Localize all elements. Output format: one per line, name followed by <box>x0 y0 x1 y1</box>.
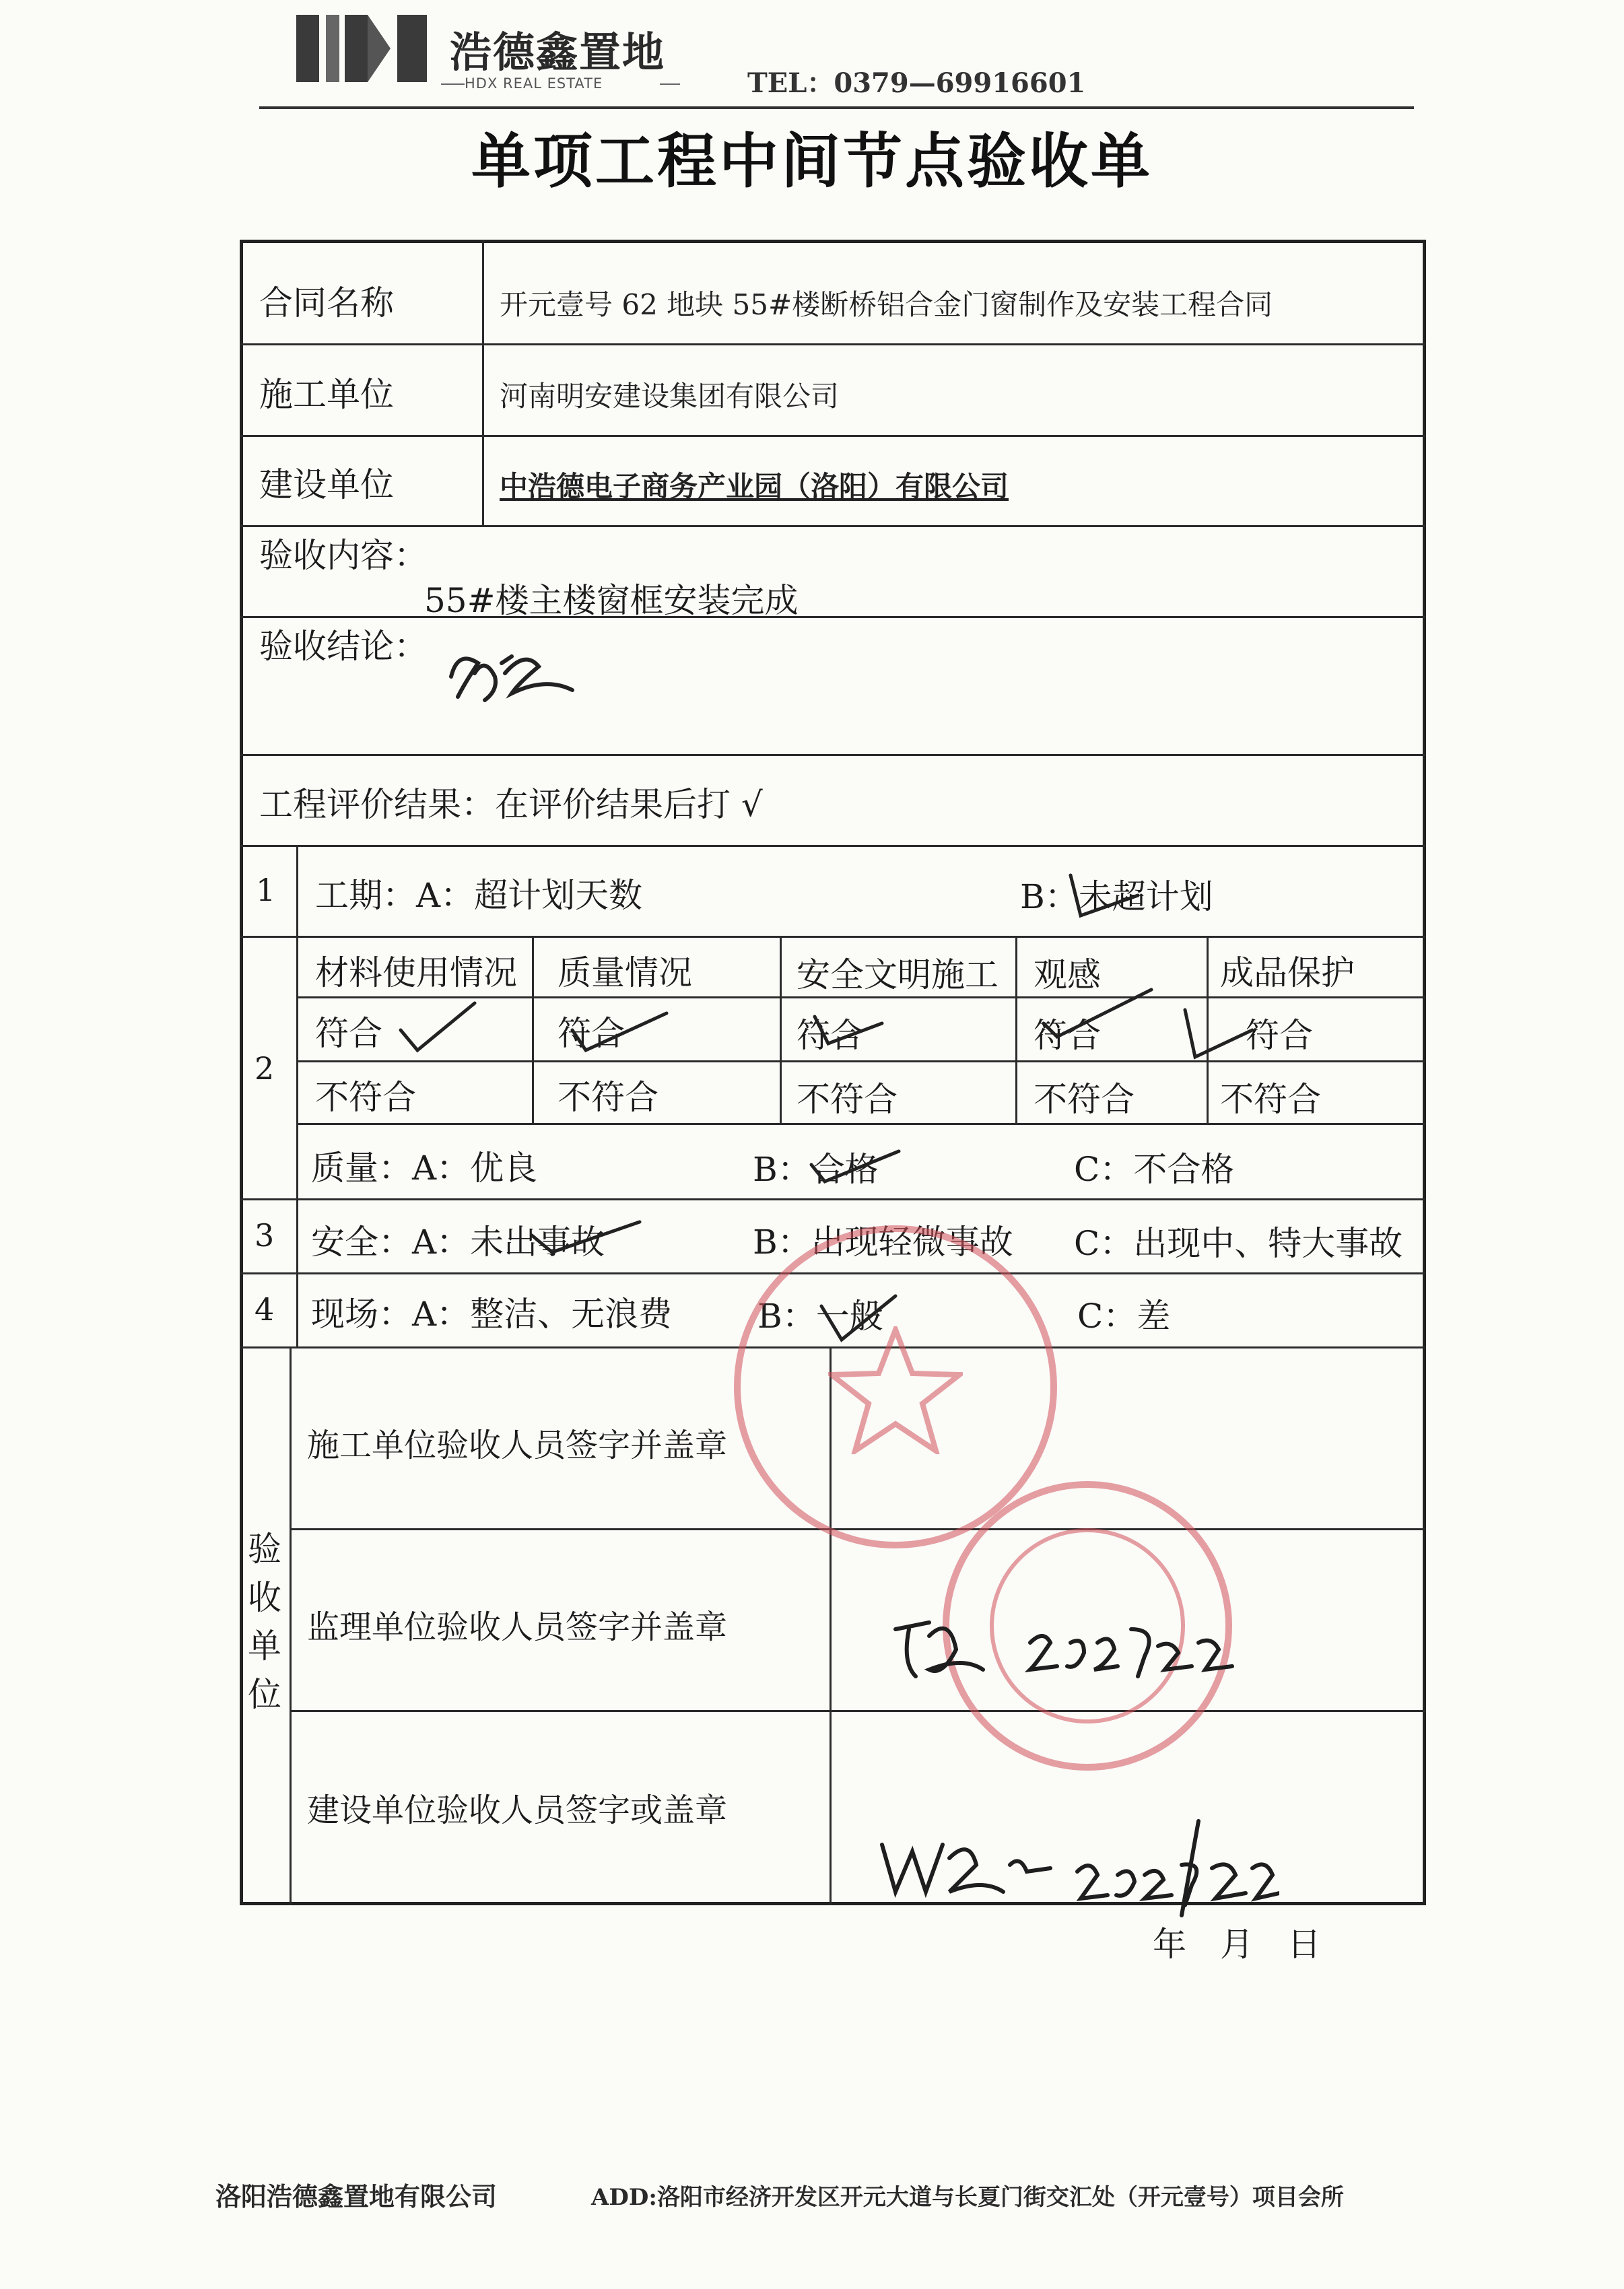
seal-star-icon <box>828 1326 963 1454</box>
safety-option-a: 安全：A：未出事故 <box>311 1223 605 1262</box>
safety-option-b: B：出现轻微事故 <box>753 1223 1013 1262</box>
builder-value: 河南明安建设集团有限公司 <box>500 380 840 413</box>
content-value: 55#楼主楼窗框安装完成 <box>424 581 799 620</box>
option-ok: 符合 <box>1034 1016 1101 1055</box>
check-mark-icon <box>525 1212 646 1259</box>
row-divider <box>240 616 1426 618</box>
option-not-ok: 不符合 <box>557 1078 658 1117</box>
option-not-ok: 不符合 <box>1034 1080 1135 1119</box>
evaluation-instruction: 工程评价结果：在评价结果后打 √ <box>259 785 763 824</box>
option-ok: 符合 <box>1246 1016 1313 1055</box>
telephone: TEL：0379—69916601 <box>747 67 1086 99</box>
owner-value: 中浩德电子商务产业园（洛阳）有限公司 <box>500 470 1009 503</box>
site-option-b: B：一般 <box>757 1297 883 1336</box>
row-divider <box>240 435 1426 437</box>
item-number: 1 <box>256 872 276 908</box>
safety-option-c: C：出现中、特大事故 <box>1074 1224 1403 1263</box>
date-label: 年 月 日 <box>1153 1925 1321 1964</box>
brand-name: 浩德鑫置地 <box>450 28 666 77</box>
check-mark-icon <box>805 1141 906 1188</box>
check-mark-icon <box>394 996 481 1057</box>
row-divider <box>240 525 1426 527</box>
builder-sign-label: 施工单位验收人员签字并盖章 <box>307 1427 728 1464</box>
option-ok: 符合 <box>557 1014 625 1053</box>
check-mark-icon <box>1064 868 1145 922</box>
option-not-ok: 不符合 <box>315 1078 416 1117</box>
quality-option-a: 质量：A：优良 <box>311 1149 538 1188</box>
check-mark-icon <box>808 1003 889 1057</box>
quality-option-b: B：合格 <box>753 1150 879 1189</box>
option-not-ok: 不符合 <box>797 1080 898 1119</box>
row-divider <box>240 754 1426 756</box>
row-divider <box>240 845 1426 847</box>
column-divider <box>482 240 484 525</box>
row-divider <box>240 936 1426 938</box>
footer-company: 洛阳浩德鑫置地有限公司 <box>215 2181 498 2212</box>
category-quality: 质量情况 <box>557 953 692 992</box>
divider <box>660 83 680 85</box>
owner-label: 建设单位 <box>259 465 394 504</box>
footer-address: ADD:洛阳市经济开发区开元大道与长夏门街交汇处（开元壹号）项目会所 <box>591 2184 1344 2211</box>
owner-signature <box>875 1818 1279 1919</box>
header-rule <box>259 106 1414 109</box>
row-divider <box>240 1198 1426 1200</box>
option-ok: 符合 <box>797 1016 864 1055</box>
supervisor-sign-label: 监理单位验收人员签字并盖章 <box>307 1608 728 1646</box>
category-material: 材料使用情况 <box>315 953 517 992</box>
item-number: 4 <box>255 1291 275 1328</box>
column-divider <box>296 845 298 1346</box>
item-number: 3 <box>255 1217 275 1254</box>
supervisor-signature <box>889 1602 1239 1697</box>
item-number: 2 <box>255 1050 275 1087</box>
column-divider <box>290 1346 292 1905</box>
brand-logo-icon <box>296 15 431 82</box>
acceptance-units-label: 验收单位 <box>248 1530 281 1714</box>
row-divider <box>290 1710 1426 1712</box>
category-protection: 成品保护 <box>1220 953 1355 992</box>
quality-option-c: C：不合格 <box>1074 1150 1235 1189</box>
contract-label: 合同名称 <box>259 283 394 322</box>
site-option-c: C：差 <box>1077 1297 1171 1336</box>
divider <box>441 83 465 85</box>
column-divider <box>780 936 782 1123</box>
builder-label: 施工单位 <box>259 375 394 414</box>
row-divider <box>296 1123 1426 1125</box>
brand-english: HDX REAL ESTATE <box>465 75 603 92</box>
page-title: 单项工程中间节点验收单 <box>471 126 1153 196</box>
category-safety: 安全文明施工 <box>797 955 999 994</box>
column-divider <box>532 936 534 1123</box>
handwritten-pass-signature <box>438 636 586 717</box>
contract-value: 开元壹号 62 地块 55#楼断桥铝合金门窗制作及安装工程合同 <box>500 288 1273 321</box>
site-option-a: 现场：A：整洁、无浪费 <box>311 1295 673 1334</box>
owner-sign-label: 建设单位验收人员签字或盖章 <box>307 1791 728 1829</box>
content-label: 验收内容： <box>259 536 428 575</box>
schedule-option-a: 工期：A：超计划天数 <box>315 876 643 915</box>
check-mark-icon <box>1037 983 1158 1044</box>
category-appearance: 观感 <box>1034 955 1101 994</box>
row-divider <box>240 343 1426 345</box>
option-ok: 符合 <box>315 1014 382 1053</box>
check-mark-icon <box>559 1003 673 1057</box>
conclusion-label: 验收结论： <box>259 627 428 666</box>
option-not-ok: 不符合 <box>1220 1080 1321 1119</box>
column-divider <box>1015 936 1017 1123</box>
schedule-option-b: B：未超计划 <box>1020 877 1213 916</box>
check-mark-icon <box>1178 1003 1259 1064</box>
